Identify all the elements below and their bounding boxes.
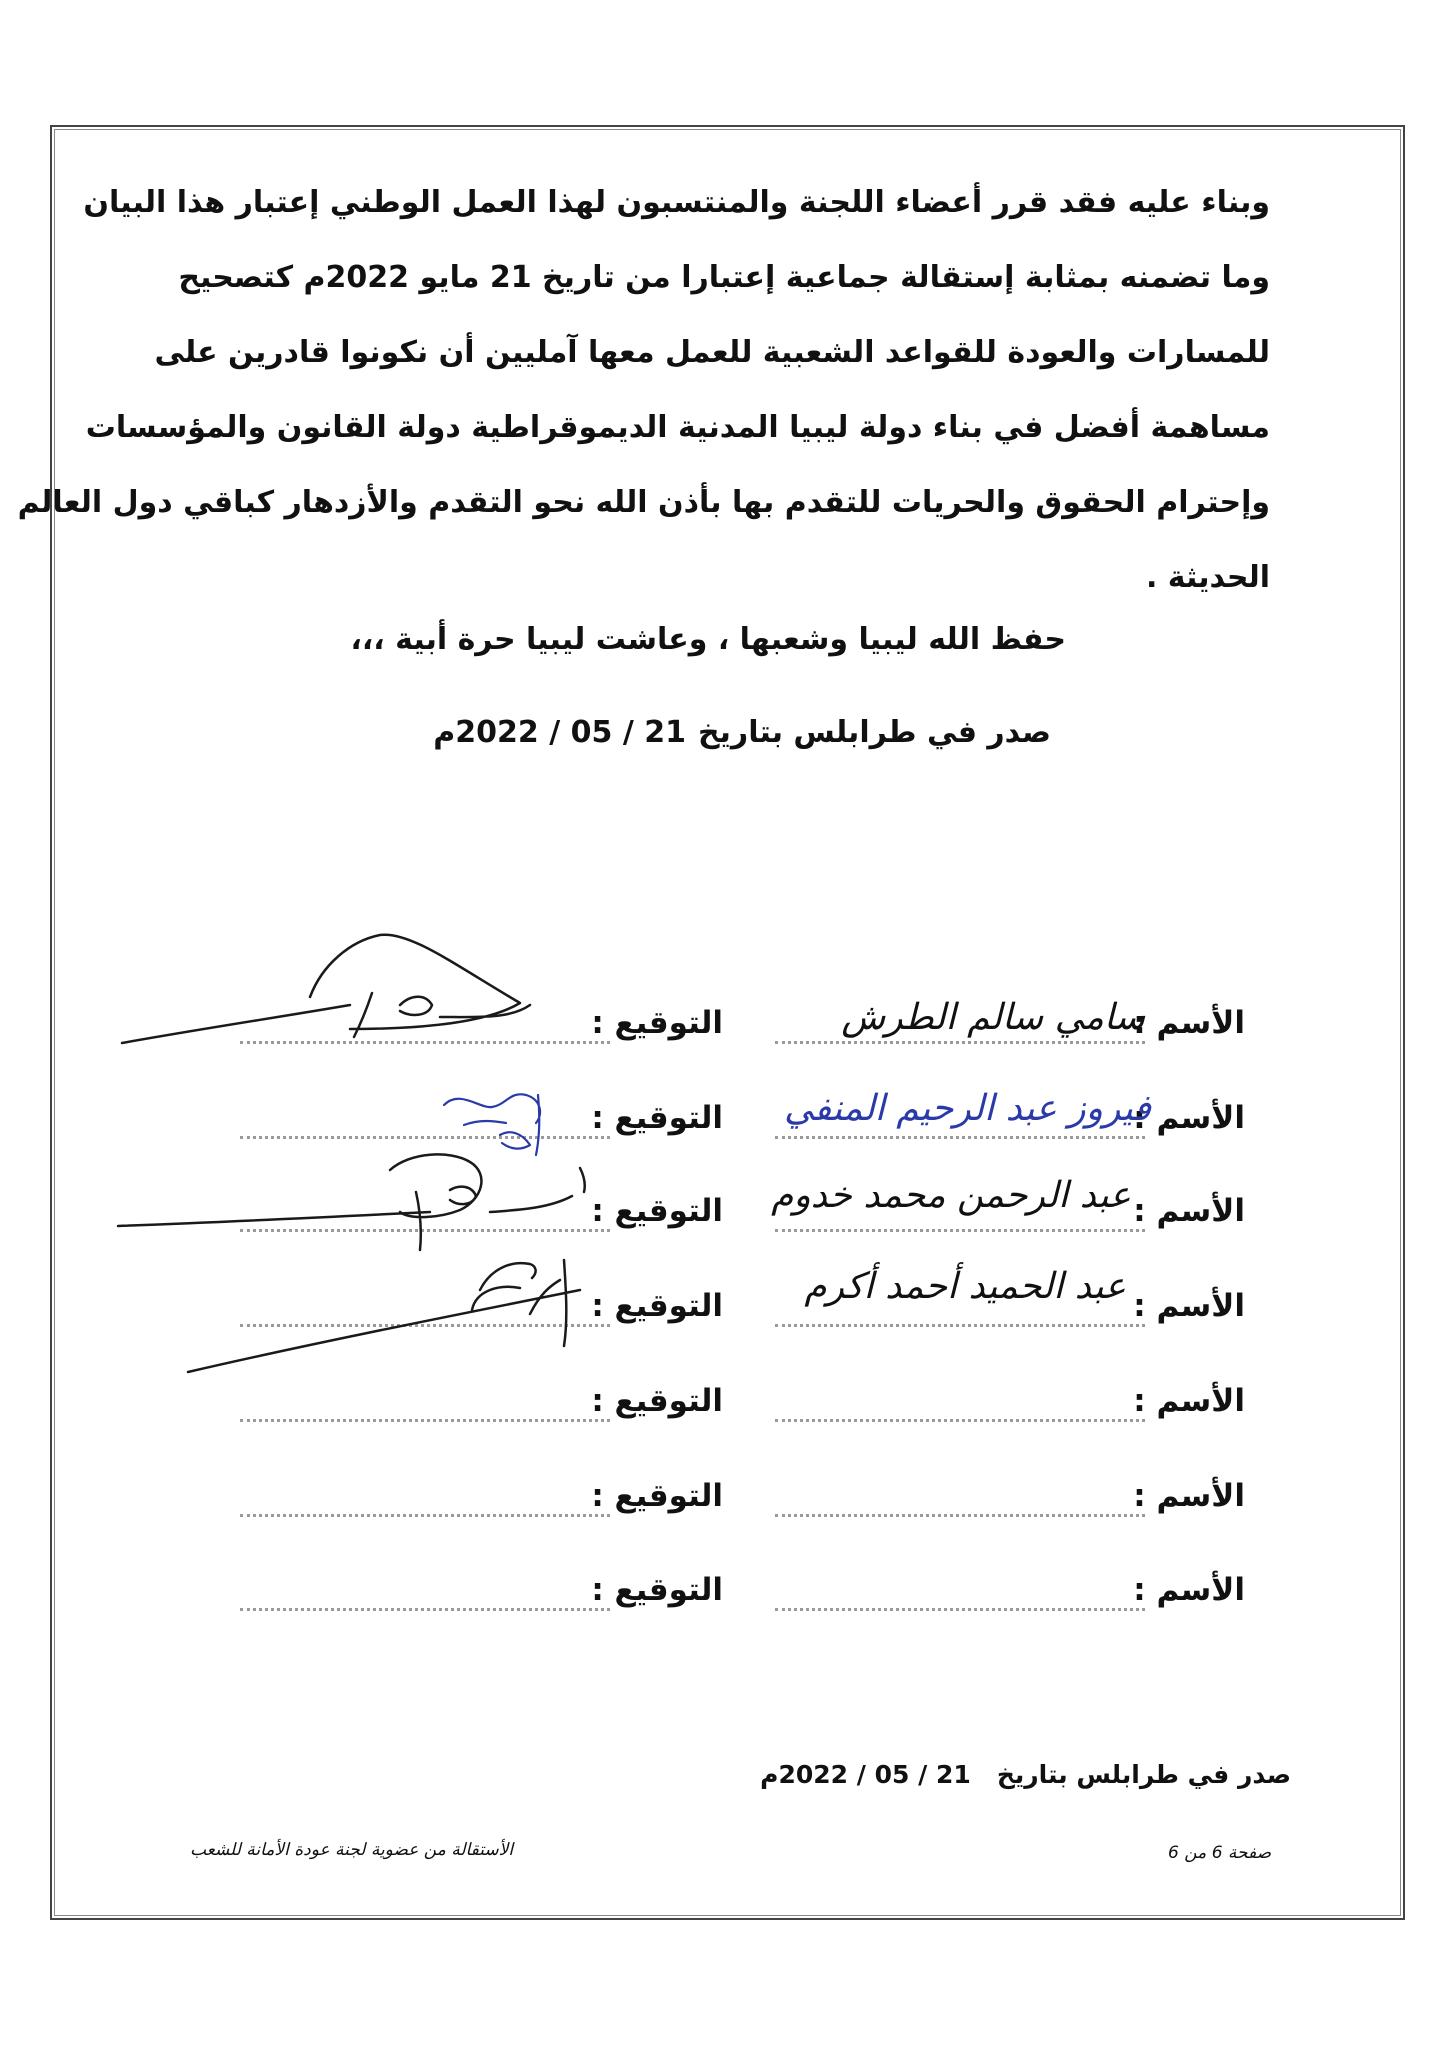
name-label: الأسم :: [1133, 1572, 1245, 1608]
page-number: صفحة 6 من 6: [1168, 1843, 1272, 1863]
issued-date: 21 / 05 / 2022م: [433, 715, 686, 750]
closing-line: حفظ الله ليبيا وشعبها ، وعاشت ليبيا حرة أبية ،،،: [350, 622, 1066, 657]
body-line: وبناء عليه فقد قرر أعضاء اللجنة والمنتسبون لهذا العمل الوطني إعتبار هذا البيان: [83, 185, 1270, 220]
name-dotted-line: [775, 1514, 1145, 1517]
name-dotted-line: [775, 1229, 1145, 1232]
handwritten-name: عبد الرحمن محمد خدوم: [771, 1175, 1131, 1216]
body-line: الحديثة .: [1145, 560, 1270, 595]
body-line: وما تضمنه بمثابة إستقالة جماعية إعتبارا من تاريخ 21 مايو 2022م كتصحيح: [178, 260, 1270, 295]
name-label: الأسم :: [1133, 1478, 1245, 1514]
handwritten-name: عبد الحميد أحمد أكرم: [804, 1266, 1126, 1307]
signature-label: التوقيع :: [591, 1478, 723, 1514]
name-dotted-line: [775, 1041, 1145, 1044]
footer-title: الأستقالة من عضوية لجنة عودة الأمانة للشعب: [190, 1840, 514, 1860]
name-dotted-line: [775, 1136, 1145, 1139]
signature-label: التوقيع :: [591, 1193, 723, 1229]
signature-label: التوقيع :: [591, 1572, 723, 1608]
name-label: الأسم :: [1133, 1100, 1245, 1136]
name-label: الأسم :: [1133, 1193, 1245, 1229]
name-dotted-line: [775, 1608, 1145, 1611]
name-dotted-line: [775, 1324, 1145, 1327]
name-label: الأسم :: [1133, 1383, 1245, 1419]
signatory-row: [0, 1572, 1451, 1622]
issued-label: صدر في طرابلس بتاريخ: [698, 715, 1051, 750]
signature-dotted-line: [240, 1419, 610, 1422]
signature-4: [180, 1250, 600, 1380]
name-label: الأسم :: [1133, 1005, 1245, 1041]
body-line: للمسارات والعودة للقواعد الشعبية للعمل معها آمليين أن نكونوا قادرين على: [154, 335, 1270, 370]
body-paragraph: [17, 165, 1270, 615]
signature-label: التوقيع :: [591, 1288, 723, 1324]
bottom-issued-label: صدر في طرابلس بتاريخ: [996, 1760, 1291, 1789]
signature-label: التوقيع :: [591, 1383, 723, 1419]
handwritten-name: سامي سالم الطرش: [841, 997, 1145, 1038]
signature-dotted-line: [240, 1514, 610, 1517]
bottom-issued-line: [760, 1760, 1291, 1789]
signatory-row: [0, 1478, 1451, 1528]
name-dotted-line: [775, 1419, 1145, 1422]
signature-dotted-line: [240, 1608, 610, 1611]
signature-label: التوقيع :: [591, 1005, 723, 1041]
bottom-issued-date: 21 / 05 / 2022م: [760, 1760, 971, 1789]
body-line: وإحترام الحقوق والحريات للتقدم بها بأذن الله نحو التقدم والأزدهار كباقي دول العالم: [17, 485, 1270, 520]
body-line: مساهمة أفضل في بناء دولة ليبيا المدنية الديموقراطية دولة القانون والمؤسسات: [85, 410, 1270, 445]
signature-3: [110, 1140, 590, 1260]
handwritten-name: فيروز عبد الرحيم المنفي: [783, 1088, 1151, 1129]
signature-1: [110, 925, 550, 1055]
name-label: الأسم :: [1133, 1288, 1245, 1324]
signatory-row: [0, 1383, 1451, 1433]
signature-label: التوقيع :: [591, 1100, 723, 1136]
